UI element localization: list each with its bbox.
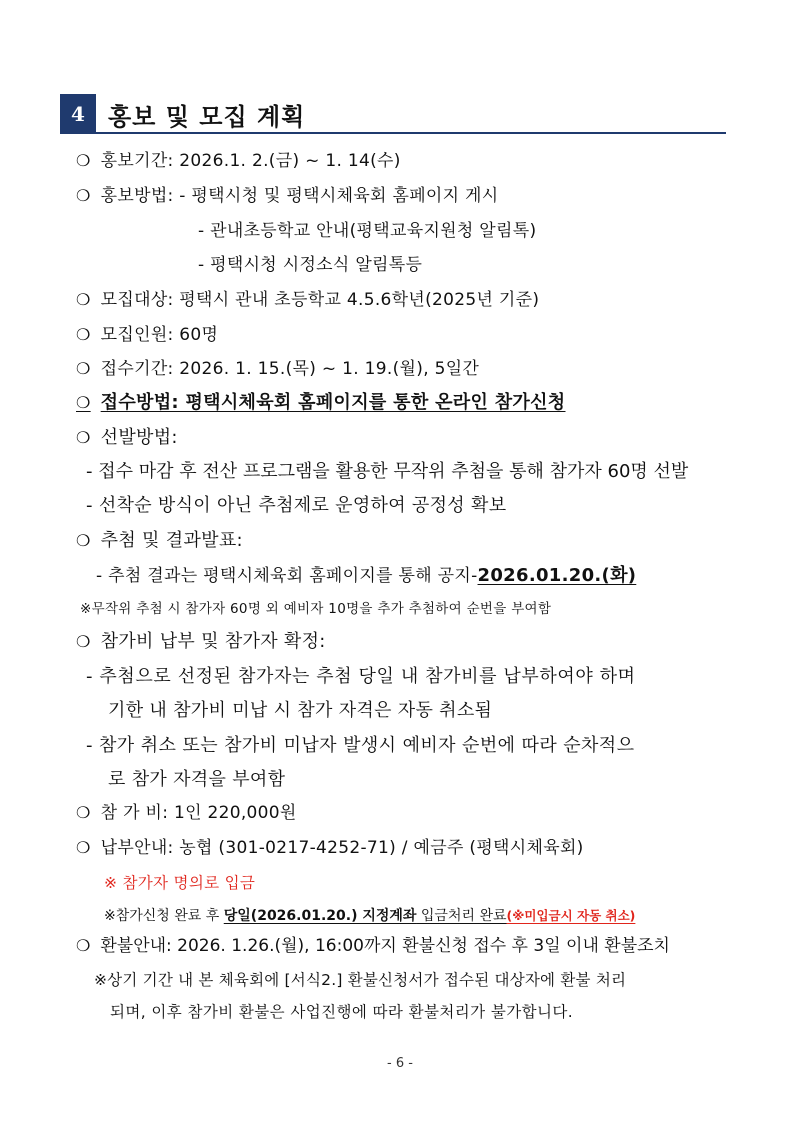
heading-underline [60,132,726,134]
line-apply-period: ❍ 접수기간: 2026. 1. 15.(목) ~ 1. 19.(월), 5일간 [76,359,480,379]
circle-bullet-icon: ❍ [76,393,91,412]
line-refund-note-2: 되며, 이후 참가비 환불은 사업진행에 따라 환불처리가 불가합니다. [110,1003,574,1021]
line-deposit-note: ※참가신청 완료 후 당일(2026.01.20.) 지정계좌 입금처리 완료(※미입금시 자동 취소) [104,908,636,924]
line-selection-method: ❍ 선발방법: [76,427,178,448]
circle-bullet-icon: ❍ [76,428,91,447]
circle-bullet-icon: ❍ [76,151,91,170]
line-promo-period: ❍ 홍보기간: 2026.1. 2.(금) ~ 1. 14(수) [76,151,401,171]
line-depositor-note: ※ 참가자 명의로 입금 [104,874,256,892]
line-fee-payment: ❍ 참가비 납부 및 참가자 확정: [76,631,326,652]
line-fee-4: 로 참가 자격을 부여함 [108,769,286,790]
line-draw-notice: - 추첨 결과는 평택시체육회 홈페이지를 통해 공지-2026.01.20.(화) [96,565,637,586]
circle-bullet-icon: ❍ [76,359,91,378]
circle-bullet-icon: ❍ [76,838,91,857]
circle-bullet-icon: ❍ [76,632,91,651]
line-draw-results: ❍ 추첨 및 결과발표: [76,530,243,551]
page-number: - 6 - [387,1056,413,1071]
section-title: 홍보 및 모집 계획 [108,103,306,131]
line-recruit-target: ❍ 모집대상: 평택시 관내 초등학교 4.5.6학년(2025년 기준) [76,290,540,310]
line-reserve-note: ※무작위 추첨 시 참가자 60명 외 예비자 10명을 추가 추첨하여 순번을 부여함 [80,601,552,617]
circle-bullet-icon: ❍ [76,531,91,550]
section-number: 4 [60,94,96,134]
circle-bullet-icon: ❍ [76,325,91,344]
line-fee-1: - 추첨으로 선정된 참가자는 추첨 당일 내 참가비를 납부하여야 하며 [86,666,636,687]
circle-bullet-icon: ❍ [76,803,91,822]
line-fee-2: 기한 내 참가비 미납 시 참가 자격은 자동 취소됨 [108,700,493,721]
line-recruit-count: ❍ 모집인원: 60명 [76,325,219,345]
line-selection-2: - 선착순 방식이 아닌 추첨제로 운영하여 공정성 확보 [86,495,507,516]
circle-bullet-icon: ❍ [76,936,91,955]
line-promo-method-3: - 평택시청 시정소식 알림톡등 [198,255,423,275]
line-payment-info: ❍ 납부안내: 농협 (301-0217-4252-71) / 예금주 (평택시체육회) [76,838,584,858]
line-refund-info: ❍ 환불안내: 2026. 1.26.(월), 16:00까지 환불신청 접수 후 3일 이내 환불조치 [76,936,670,956]
line-promo-method-2: - 관내초등학교 안내(평택교육지원청 알림톡) [198,221,537,241]
section-heading [60,94,726,134]
circle-bullet-icon: ❍ [76,290,91,309]
line-entry-fee: ❍ 참 가 비: 1인 220,000원 [76,803,297,823]
line-apply-method: ❍ 접수방법: 평택시체육회 홈페이지를 통한 온라인 참가신청 [76,392,566,413]
line-refund-note-1: ※상기 기간 내 본 체육회에 [서식2.] 환불신청서가 접수된 대상자에 환불 처리 [94,971,627,989]
circle-bullet-icon: ❍ [76,186,91,205]
line-promo-method: ❍ 홍보방법: - 평택시청 및 평택시체육회 홈페이지 게시 [76,186,499,206]
line-fee-3: - 참가 취소 또는 참가비 미납자 발생시 예비자 순번에 따라 순차적으 [86,735,635,756]
line-selection-1: - 접수 마감 후 전산 프로그램을 활용한 무작위 추첨을 통해 참가자 60명 선발 [86,461,689,482]
